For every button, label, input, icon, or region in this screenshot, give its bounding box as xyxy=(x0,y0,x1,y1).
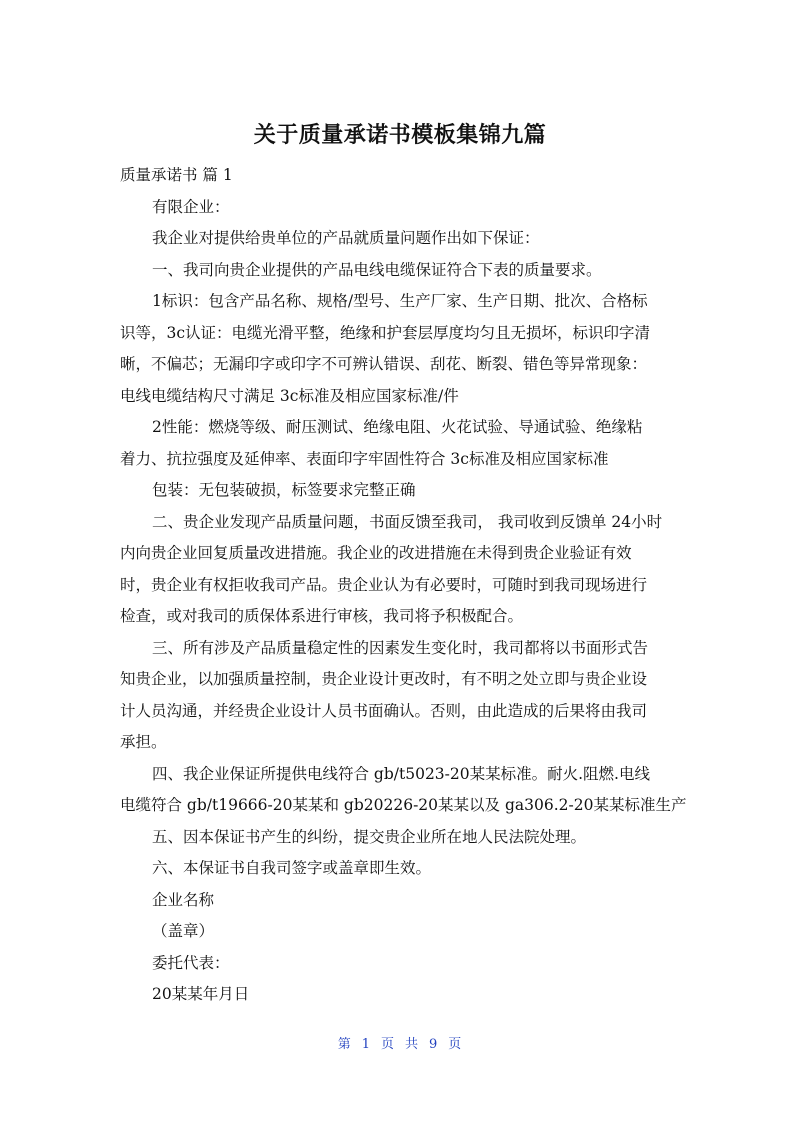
seal-label: （盖章） xyxy=(152,922,215,940)
company-name-label: 企业名称 xyxy=(152,890,215,909)
paragraph-line: 五、因本保证书产生的纠纷，提交贵企业所在地人民法院处理。 xyxy=(152,827,587,846)
paragraph-line: 时，贵企业有权拒收我司产品。贵企业认为有必要时，可随时到我司现场进行 xyxy=(120,575,648,594)
paragraph-line: 内向贵企业回复质量改进措施。我企业的改进措施在未得到贵企业验证有效 xyxy=(120,544,632,562)
footer-ye2: 页 xyxy=(448,1037,463,1052)
representative-label: 委托代表： xyxy=(152,953,230,972)
document-title: 关于质量承诺书模板集锦九篇 xyxy=(253,123,547,148)
paragraph-line: 四、我企业保证所提供电线符合 gb/t5023-20某某标准。耐火.阻燃.电线 xyxy=(152,764,650,783)
page-footer xyxy=(0,1033,800,1052)
paragraph-line: 着力、抗拉强度及延伸率、表面印字牢固性符合 3c标准及相应国家标准 xyxy=(120,449,609,468)
date-line: 20某某年月日 xyxy=(152,985,250,1003)
paragraph-line: 我企业对提供给贵单位的产品就质量问题作出如下保证： xyxy=(152,229,540,247)
paragraph-line: 检查，或对我司的质保体系进行审核，我司将予积极配合。 xyxy=(120,607,524,625)
footer-gong: 共 xyxy=(405,1037,420,1052)
footer-ye: 页 xyxy=(380,1037,395,1052)
salutation: 有限企业： xyxy=(152,197,230,216)
paragraph-line: 1标识：包含产品名称、规格/型号、生产厂家、生产日期、批次、合格标 xyxy=(152,292,648,310)
paragraph-line: 晰，不偏芯；无漏印字或印字不可辨认错误、刮花、断裂、错色等异常现象： xyxy=(120,355,648,373)
paragraph-line: 三、所有涉及产品质量稳定性的因素发生变化时，我司都将以书面形式告 xyxy=(152,638,649,657)
footer-total-pages: 9 xyxy=(429,1037,439,1052)
paragraph-line: 承担。 xyxy=(120,733,167,751)
paragraph-line: 二、贵企业发现产品质量问题，书面反馈至我司， 我司收到反馈单 24小时 xyxy=(152,512,663,531)
footer-page-number: 1 xyxy=(361,1037,371,1052)
paragraph-line: 包装：无包装破损，标签要求完整正确 xyxy=(152,481,416,499)
paragraph-line: 2性能：燃烧等级、耐压测试、绝缘电阻、火花试验、导通试验、绝缘粘 xyxy=(152,418,643,436)
paragraph-line: 计人员沟通，并经贵企业设计人员书面确认。否则，由此造成的后果将由我司 xyxy=(120,701,648,720)
paragraph-line: 电缆符合 gb/t19666-20某某和 gb20226-20某某以及 ga306.2-20某某标准生产 xyxy=(120,796,687,814)
paragraph-line: 知贵企业，以加强质量控制，贵企业设计更改时，有不明之处立即与贵企业设 xyxy=(120,670,648,688)
paragraph-line: 识等，3c认证：电缆光滑平整，绝缘和护套层厚度均匀且无损坏，标识印字清 xyxy=(120,323,651,342)
footer-di: 第 xyxy=(337,1037,352,1052)
document-body xyxy=(120,160,687,1011)
section-heading: 质量承诺书 篇 1 xyxy=(120,166,233,184)
paragraph-line: 一、我司向贵企业提供的产品电线电缆保证符合下表的质量要求。 xyxy=(152,260,602,279)
paragraph-line: 电线电缆结构尺寸满足 3c标准及相应国家标准/件 xyxy=(120,386,459,405)
paragraph-line: 六、本保证书自我司签字或盖章即生效。 xyxy=(152,859,432,877)
